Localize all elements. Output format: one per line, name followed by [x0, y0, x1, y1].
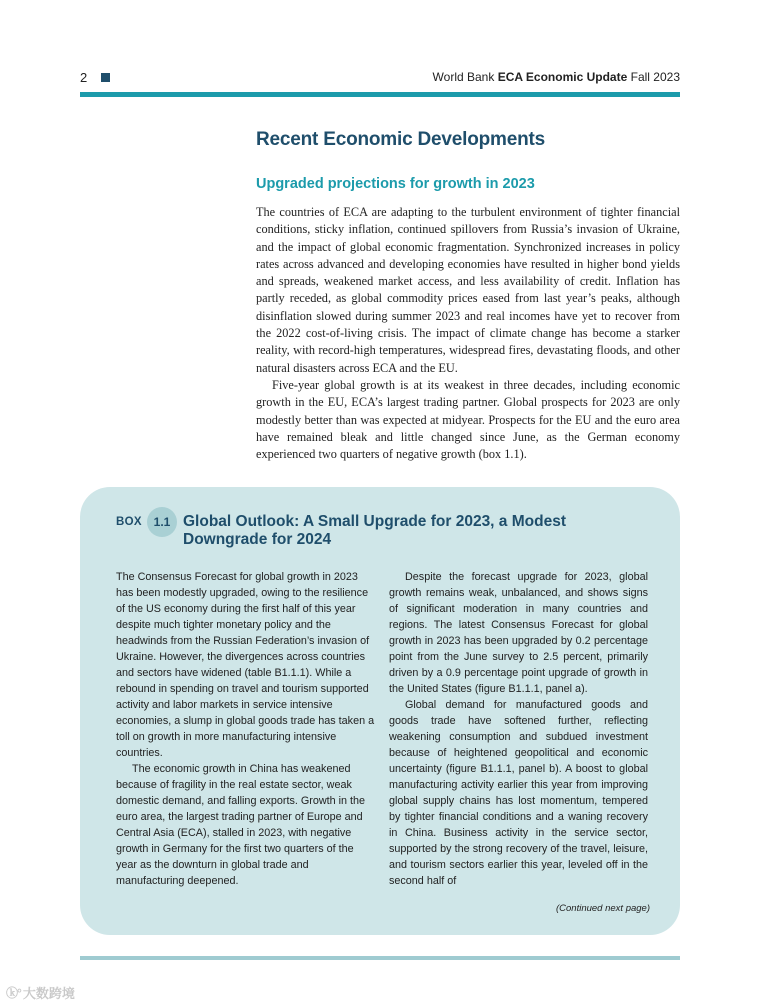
footer-rule — [80, 956, 680, 960]
box-panel — [80, 487, 680, 935]
page-number: 2 — [80, 70, 88, 85]
section-body — [256, 204, 680, 463]
watermark — [6, 983, 75, 1002]
watermark-text: 大数跨境 — [22, 986, 75, 1001]
running-header — [433, 70, 680, 84]
box-label: BOX — [116, 516, 142, 528]
header-square-marker — [101, 73, 110, 82]
report-title: ECA Economic Update — [497, 70, 628, 84]
watermark-logo-icon: ⓚ° — [6, 986, 21, 1000]
box-title: Global Outlook: A Small Upgrade for 2023, a Modest Downgrade for 2024 — [183, 513, 566, 548]
header-rule — [80, 92, 680, 97]
subsection-title: Upgraded projections for growth in 2023 — [256, 176, 535, 192]
box-paragraph: The economic growth in China has weakened because of fragility in the real estate sector, weak domestic demand, and falling exports. Growth in the euro area, the largest trading partner of Europe and Central Asia (ECA), stalled in 2023, with negative growth in Germany for the first two quarters of the year as the downturn in global trade and manufacturing deepened. — [116, 763, 366, 887]
report-edition: Fall 2023 — [630, 70, 680, 84]
box-column-right — [389, 569, 648, 889]
section-title: Recent Economic Developments — [256, 129, 545, 150]
publisher-name: World Bank — [432, 70, 495, 84]
box-paragraph: Global demand for manufactured goods and goods trade have softened further, reflecting weakening consumption and subdued investment because of heightened geopolitical and economic uncertainty (figure B1.1.1, panel b). A boost to global manufacturing activity earlier this year from improving global supply chains has lost momentum, tempered by tighter financial conditions and a waning recovery in China. Business activity in the service sector, supported by the strong recovery of the travel, leisure, and tourism sectors earlier this year, leveled off in the second half of — [389, 699, 648, 887]
box-column-left — [116, 569, 375, 889]
body-paragraph: Five-year global growth is at its weakest in three decades, including economic growth in the EU, ECA’s largest trading partner. Global prospects for 2023 are only modestly better than was expected at midyear. Prospects for the EU and the euro area have remained bleak and little changed since June, as the German economy experienced two quarters of negative growth (box 1.1). — [256, 377, 680, 462]
box-number-badge: 1.1 — [147, 507, 177, 537]
continued-note: (Continued next page) — [555, 903, 650, 914]
body-paragraph: The countries of ECA are adapting to the turbulent environment of tighter financial conditions, sticky inflation, continued spillovers from Russia’s invasion of Ukraine, and the impact of global economic fragmentation. Synchronized increases in policy rates across advanced and developing economies have resulted in higher bond yields and spreads, weakened market access, and less availability of credit. Inflation has partly receded, as global commodity prices eased from last year’s peaks, although disinflation slowed during summer 2023 and real incomes have yet to recover from the 2022 cost-of-living crisis. The impact of climate change has become a starker reality, with record-high temperatures, widespread fires, devastating floods, and other natural disasters across ECA and the EU. — [256, 205, 680, 375]
box-paragraph: Despite the forecast upgrade for 2023, global growth remains weak, unbalanced, and shows signs of significant moderation in many countries and regions. The latest Consensus Forecast for global growth in 2023 has been upgraded by 0.2 percentage point from the June survey to 2.5 percent, primarily driven by a 0.9 percentage point upgrade of growth in the United States (figure B1.1.1, panel a). — [389, 571, 648, 695]
box-paragraph: The Consensus Forecast for global growth in 2023 has been modestly upgraded, owing to the resilience of the US economy during the first half of this year despite much tighter monetary policy and the headwinds from the Russian Federation’s invasion of Ukraine. However, the divergences across countries and sectors have widened (table B1.1.1). While a rebound in spending on travel and tourism supported activity and labor markets in service intensive economies, a slump in global goods trade has taken a toll on growth in more manufacturing intensive countries. — [116, 571, 375, 759]
